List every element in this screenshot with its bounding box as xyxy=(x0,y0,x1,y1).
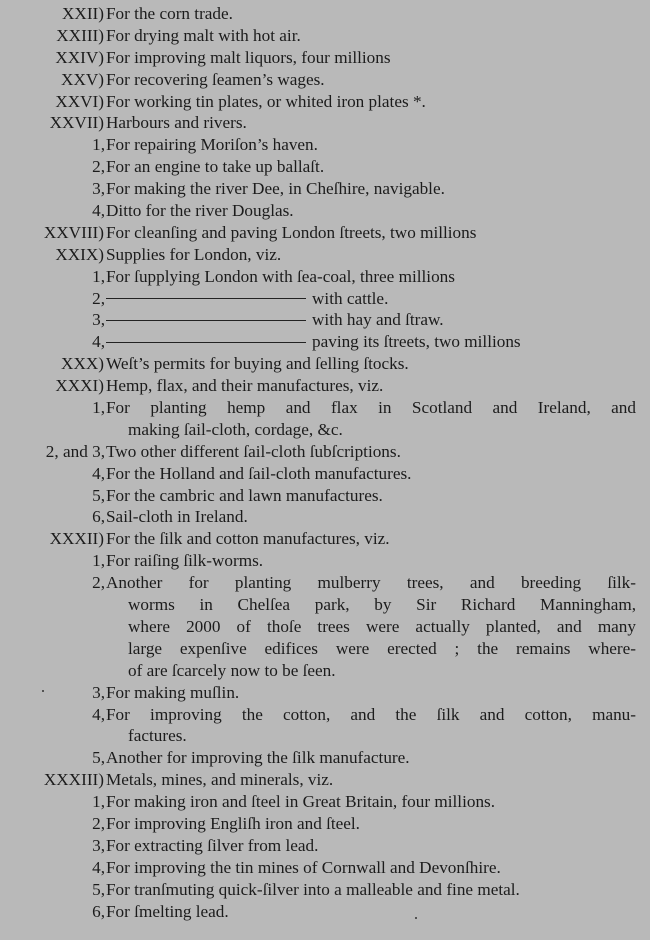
sub-entry-line xyxy=(0,331,650,353)
sub-entry-text: Another for improving the ſilk manufacture. xyxy=(106,748,410,768)
sub-entry-number: 1, xyxy=(92,551,105,571)
sub-entry-text: with cattle. xyxy=(312,288,389,308)
sub-entry-number: 5, xyxy=(92,879,105,899)
continuation-line xyxy=(0,616,650,638)
sub-entry-line xyxy=(0,134,650,156)
entry-number: XXVI) xyxy=(55,91,104,111)
ditto-rule xyxy=(106,320,306,321)
sub-entry-text-with-ditto xyxy=(106,288,388,310)
sub-entry-line xyxy=(0,441,650,463)
sub-entry-line xyxy=(0,156,650,178)
entry-text: For the ſilk and cotton manufactures, viz. xyxy=(106,529,390,549)
entry-text: For working tin plates, or whited iron plates *. xyxy=(106,91,426,111)
sub-entry-line xyxy=(0,397,650,419)
sub-entry-text: paving its ſtreets, two millions xyxy=(312,332,521,352)
sub-entry-text-with-ditto xyxy=(106,331,521,353)
sub-entry-line xyxy=(0,747,650,769)
sub-entry-line xyxy=(0,791,650,813)
continuation-text: of are ſcarcely now to be ſeen. xyxy=(128,660,336,680)
sub-entry-text: For ſupplying London with ſea-coal, three millions xyxy=(106,266,455,286)
sub-entry-line xyxy=(0,879,650,901)
sub-entry-text: For making muſlin. xyxy=(106,682,240,702)
scan-speck xyxy=(42,690,44,692)
sub-entry-number: 2, and 3, xyxy=(45,441,105,461)
sub-entry-line xyxy=(0,835,650,857)
entry-text: Supplies for London, viz. xyxy=(106,244,282,264)
sub-entry-line xyxy=(0,506,650,528)
entry-line xyxy=(0,244,650,266)
sub-entry-number: 4, xyxy=(92,463,105,483)
sub-entry-text: For extracting ſilver from lead. xyxy=(106,835,319,855)
entry-text: For cleanſing and paving London ſtreets, two millions xyxy=(106,222,477,242)
entry-number: XXXIII) xyxy=(43,770,104,790)
entry-text: Harbours and rivers. xyxy=(106,113,247,133)
sub-entry-text: For an engine to take up ballaſt. xyxy=(106,157,325,177)
sub-entry-number: 2, xyxy=(92,813,105,833)
sub-entry-text: For improving the tin mines of Cornwall and Devonſhire. xyxy=(106,857,501,877)
sub-entry-line xyxy=(0,704,650,726)
continuation-text: factures. xyxy=(128,726,187,746)
sub-entry-text: For improving Engliſh iron and ſteel. xyxy=(106,813,360,833)
sub-entry-number: 4, xyxy=(92,201,105,221)
entry-number: XXIX) xyxy=(55,244,104,264)
entry-number: XXXI) xyxy=(55,376,104,396)
entry-number: XXIII) xyxy=(56,25,104,45)
sub-entry-number: 4, xyxy=(92,857,105,877)
sub-entry-line xyxy=(0,288,650,310)
sub-entry-text: For planting hemp and flax in Scotland and Ireland, and xyxy=(106,398,636,418)
entry-line xyxy=(0,375,650,397)
entry-line xyxy=(0,47,650,69)
continuation-line xyxy=(0,594,650,616)
entry-number: XXVIII) xyxy=(43,222,104,242)
sub-entry-number: 3, xyxy=(92,179,105,199)
continuation-line xyxy=(0,419,650,441)
entry-text: For improving malt liquors, four millions xyxy=(106,47,391,67)
entry-line xyxy=(0,91,650,113)
continuation-line xyxy=(0,725,650,747)
sub-entry-number: 1, xyxy=(92,135,105,155)
sub-entry-number: 2, xyxy=(92,288,105,308)
sub-entry-text: For the cambric and lawn manufactures. xyxy=(106,485,383,505)
sub-entry-number: 5, xyxy=(92,748,105,768)
sub-entry-number: 3, xyxy=(92,310,105,330)
entry-text: Metals, mines, and minerals, viz. xyxy=(106,770,334,790)
sub-entry-line xyxy=(0,200,650,222)
sub-entry-line xyxy=(0,463,650,485)
sub-entry-number: 2, xyxy=(92,573,105,593)
scan-speck xyxy=(415,917,417,919)
sub-entry-text: Sail-cloth in Ireland. xyxy=(106,507,248,527)
entry-line xyxy=(0,528,650,550)
sub-entry-text: For raiſing ſilk-worms. xyxy=(106,551,264,571)
entry-text: Hemp, flax, and their manufactures, viz. xyxy=(106,376,384,396)
entry-number: XXVII) xyxy=(49,113,104,133)
sub-entry-number: 3, xyxy=(92,835,105,855)
sub-entry-number: 4, xyxy=(92,704,105,724)
entry-number: XXII) xyxy=(62,4,104,23)
sub-entry-line xyxy=(0,572,650,594)
ditto-rule xyxy=(106,298,306,299)
entry-text: For drying malt with hot air. xyxy=(106,25,301,45)
sub-entry-text: with hay and ſtraw. xyxy=(312,310,444,330)
continuation-text: making ſail-cloth, cordage, &c. xyxy=(128,419,343,439)
sub-entry-text: Two other different ſail-cloth ſubſcriptions. xyxy=(106,441,401,461)
sub-entry-number: 6, xyxy=(92,901,105,921)
sub-entry-number: 4, xyxy=(92,332,105,352)
sub-entry-number: 1, xyxy=(92,398,105,418)
entry-line xyxy=(0,769,650,791)
sub-entry-number: 2, xyxy=(92,157,105,177)
continuation-text: worms in Chelſea park, by Sir Richard Manningham, xyxy=(128,595,636,615)
entry-line xyxy=(0,69,650,91)
sub-entry-text: For making iron and ſteel in Great Britain, four millions. xyxy=(106,792,496,812)
entry-line xyxy=(0,222,650,244)
entry-text: For recovering ſeamen’s wages. xyxy=(106,69,325,89)
sub-entry-number: 3, xyxy=(92,682,105,702)
sub-entry-text: For making the river Dee, in Cheſhire, navigable. xyxy=(106,179,445,199)
sub-entry-line xyxy=(0,901,650,923)
sub-entry-number: 1, xyxy=(92,266,105,286)
sub-entry-text-with-ditto xyxy=(106,309,444,331)
sub-entry-line xyxy=(0,550,650,572)
sub-entry-text: For improving the cotton, and the ſilk and cotton, manu- xyxy=(106,704,636,724)
sub-entry-number: 1, xyxy=(92,792,105,812)
entry-line xyxy=(0,112,650,134)
sub-entry-text: For ſmelting lead. xyxy=(106,901,229,921)
continuation-line xyxy=(0,638,650,660)
entry-line xyxy=(0,353,650,375)
entry-number: XXX) xyxy=(61,354,104,374)
sub-entry-text: For tranſmuting quick-ſilver into a malleable and fine metal. xyxy=(106,879,520,899)
sub-entry-number: 5, xyxy=(92,485,105,505)
sub-entry-line xyxy=(0,309,650,331)
sub-entry-text: Another for planting mulberry trees, and breeding ſilk- xyxy=(106,573,636,593)
entry-number: XXXII) xyxy=(49,529,104,549)
continuation-text: large expenſive edifices were erected ; the remains where- xyxy=(128,638,636,658)
sub-entry-line xyxy=(0,266,650,288)
continuation-text: where 2000 of thoſe trees were actually planted, and many xyxy=(128,616,636,636)
sub-entry-line xyxy=(0,857,650,879)
sub-entry-text: For repairing Moriſon’s haven. xyxy=(106,135,318,155)
ditto-rule xyxy=(106,342,306,343)
sub-entry-line xyxy=(0,682,650,704)
sub-entry-number: 6, xyxy=(92,507,105,527)
entry-text: Weſt’s permits for buying and ſelling ſtocks. xyxy=(106,354,409,374)
document-page xyxy=(0,3,650,922)
entry-number: XXIV) xyxy=(55,47,104,67)
entry-number: XXV) xyxy=(61,69,104,89)
sub-entry-line xyxy=(0,813,650,835)
entry-line xyxy=(0,3,650,25)
sub-entry-line xyxy=(0,178,650,200)
sub-entry-line xyxy=(0,485,650,507)
entry-line xyxy=(0,25,650,47)
sub-entry-text: Ditto for the river Douglas. xyxy=(106,201,294,221)
continuation-line xyxy=(0,660,650,682)
entry-text: For the corn trade. xyxy=(106,4,233,23)
sub-entry-text: For the Holland and ſail-cloth manufactures. xyxy=(106,463,412,483)
